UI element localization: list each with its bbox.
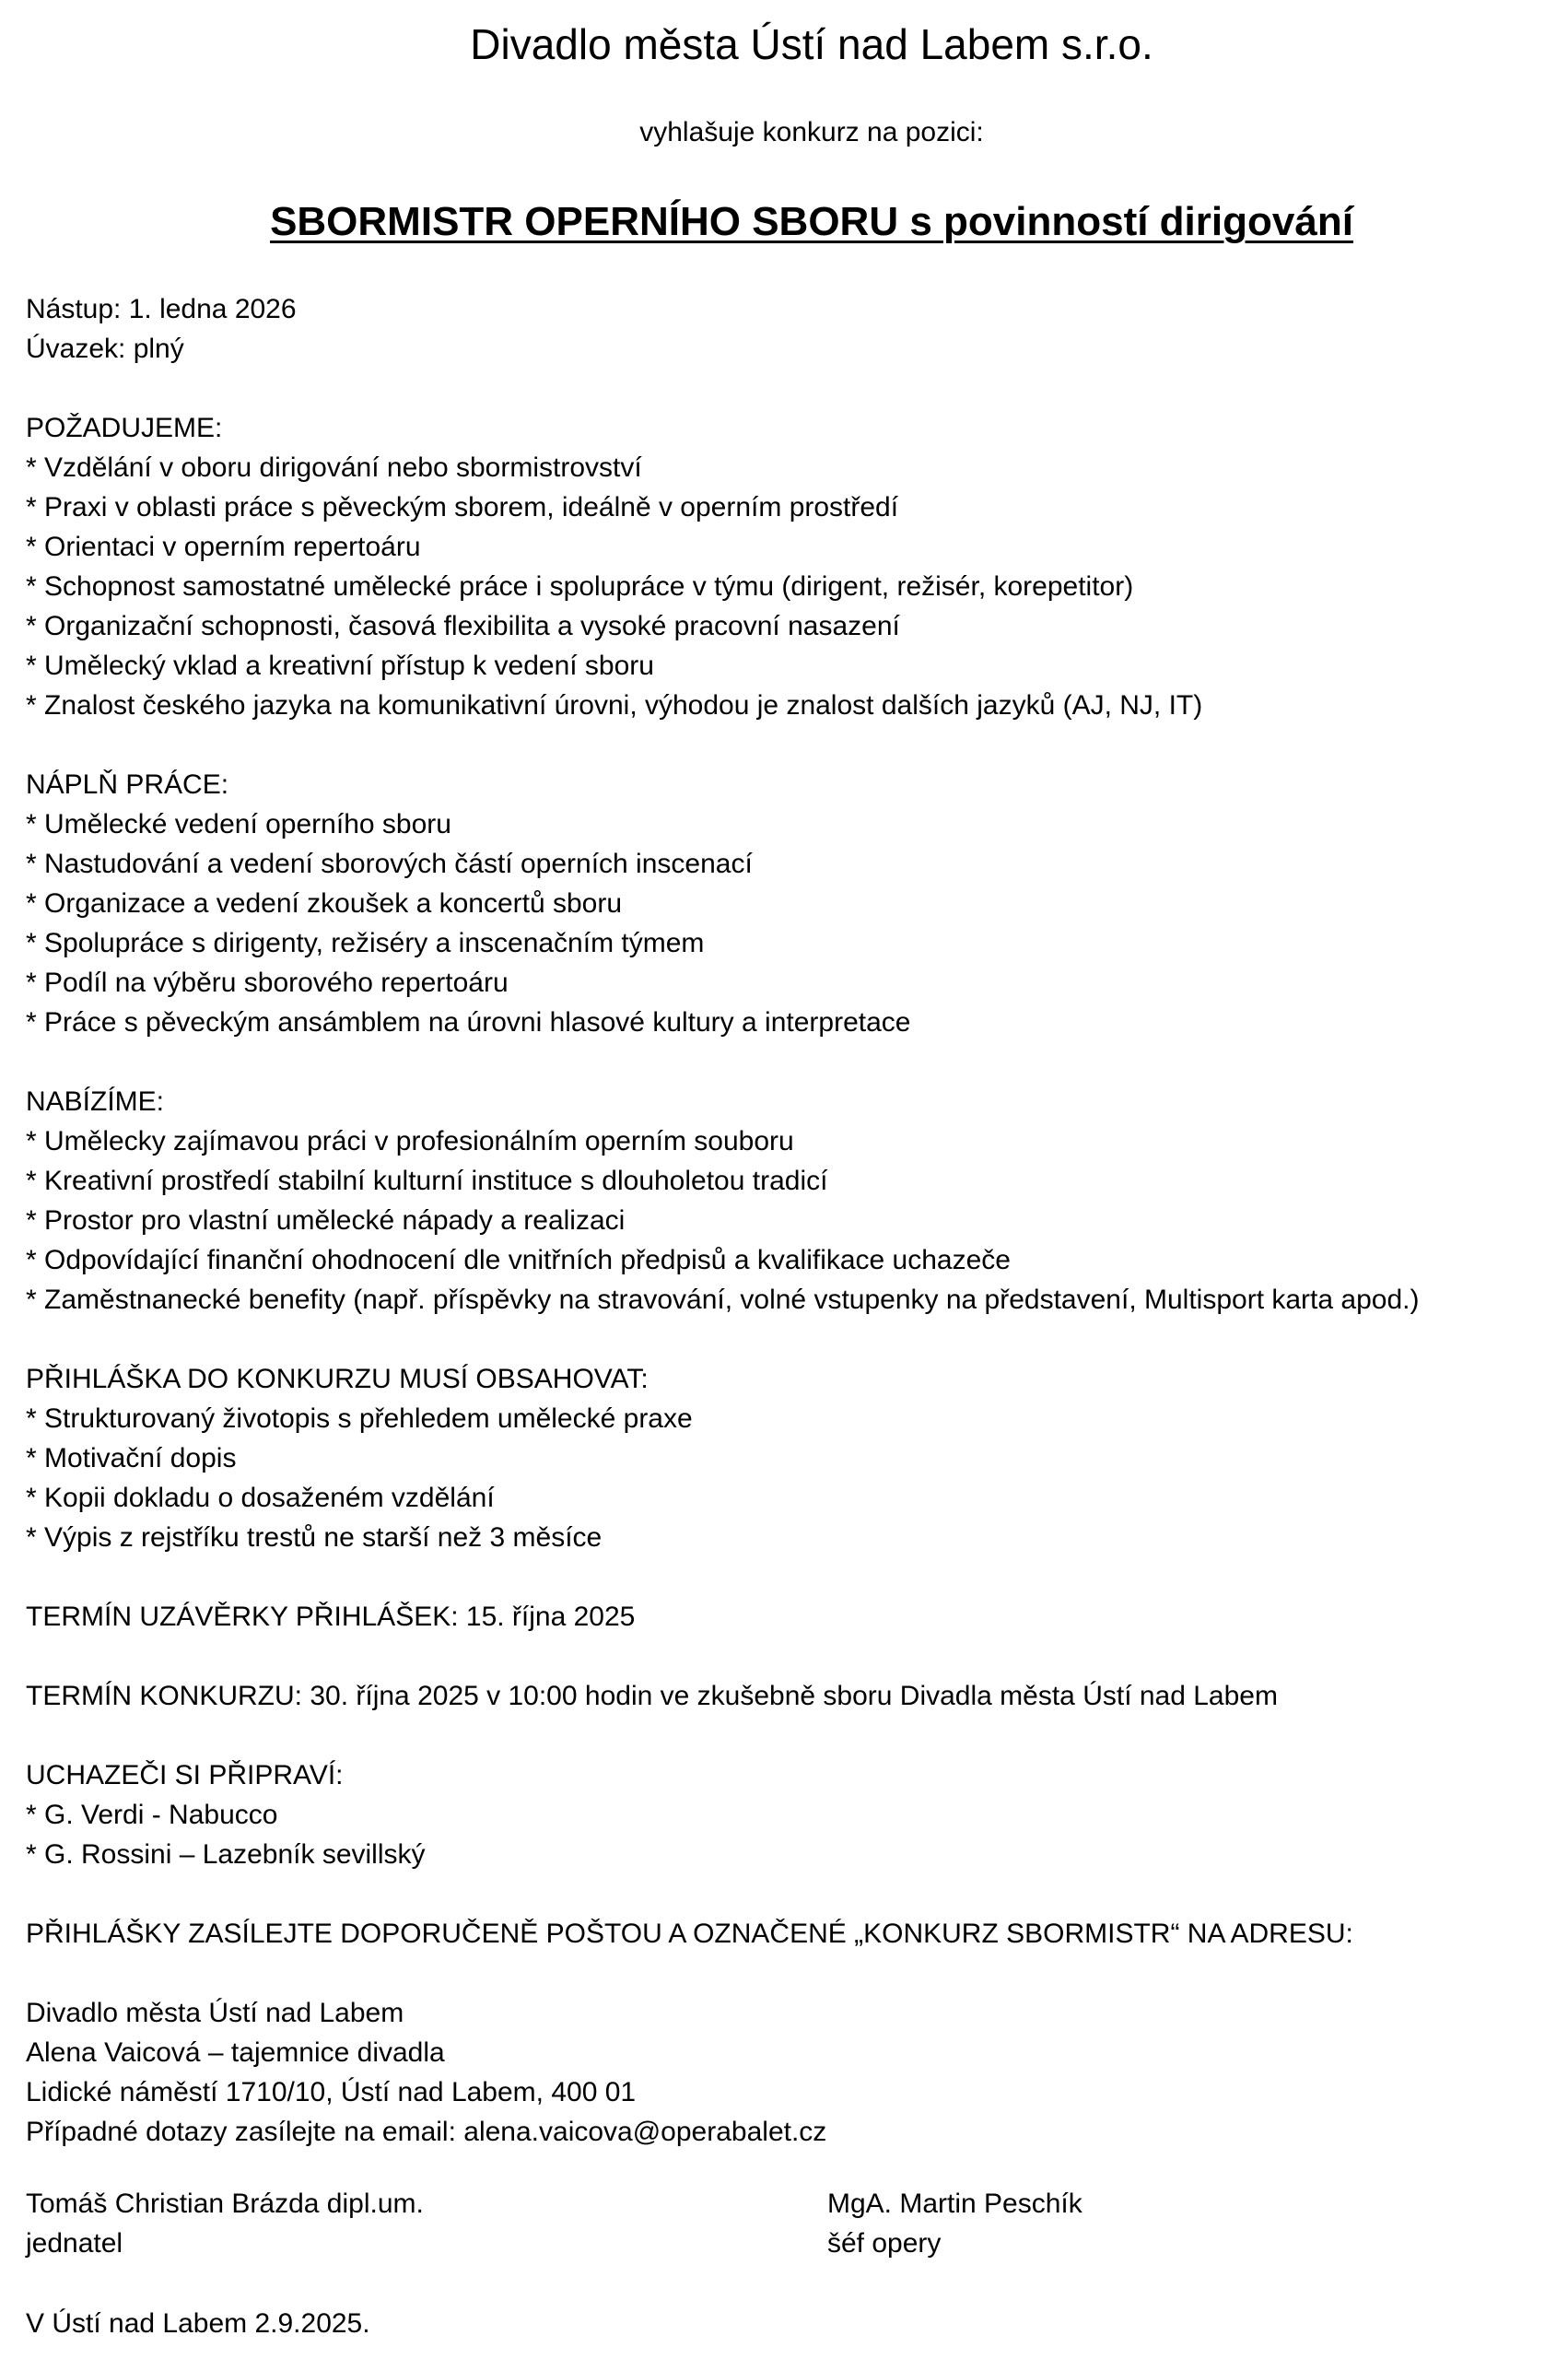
signatory-name: MgA. Martin Peschík (827, 2189, 1082, 2219)
address-block (26, 1993, 1546, 2152)
place-and-date: V Ústí nad Labem 2.9.2025. (26, 2308, 370, 2339)
spacer (26, 1954, 1546, 1993)
address-line: Alena Vaicová – tajemnice divadla (26, 2037, 445, 2068)
list-item: * Kopii dokladu o dosaženém vzdělání (26, 1483, 495, 1513)
duties-section (26, 765, 1546, 1042)
prepare-heading: UCHAZEČI SI PŘIPRAVÍ: (26, 1760, 344, 1790)
list-item: * Vzdělání v oboru dirigování nebo sbormistrovství (26, 452, 642, 483)
list-item: * Orientaci v operním repertoáru (26, 532, 421, 562)
spacer (26, 1637, 1546, 1676)
signature-left (26, 2184, 424, 2263)
offer-section (26, 1082, 1546, 1320)
audition-date: TERMÍN KONKURZU: 30. října 2025 v 10:00 hodin ve zkušebně sboru Divadla města Ústí nad Labem (26, 1681, 1278, 1711)
spacer (26, 369, 1546, 408)
list-item: * Podíl na výběru sborového repertoáru (26, 968, 509, 998)
spacer (26, 1874, 1546, 1914)
list-item: * Praxi v oblasti práce s pěveckým sborem, ideálně v operním prostředí (26, 492, 899, 522)
start-date: Nástup: 1. ledna 2026 (26, 294, 297, 324)
application-deadline: TERMÍN UZÁVĚRKY PŘIHLÁŠEK: 15. října 2025 (26, 1602, 636, 1632)
application-section (26, 1359, 1546, 1557)
list-item: * Výpis z rejstříku trestů ne starší než 3 měsíce (26, 1522, 603, 1553)
spacer (26, 725, 1546, 765)
spacer (26, 1320, 1546, 1359)
address-line: Lidické náměstí 1710/10, Ústí nad Labem, 400 01 (26, 2077, 637, 2107)
signatory-name: Tomáš Christian Brázda dipl.um. (26, 2189, 424, 2219)
list-item: * Umělecké vedení operního sboru (26, 809, 451, 839)
spacer (26, 1042, 1546, 1082)
contact-email-line: Případné dotazy zasílejte na email: alena.vaicova@operabalet.cz (26, 2117, 827, 2147)
list-item: * Umělecky zajímavou práci v profesionálním operním souboru (26, 1126, 794, 1156)
document-body (26, 289, 1546, 2152)
list-item: * Organizační schopnosti, časová flexibilita a vysoké pracovní nasazení (26, 611, 900, 641)
mailing-instruction: PŘIHLÁŠKY ZASÍLEJTE DOPORUČENĚ POŠTOU A OZNAČENÉ „KONKURZ SBORMISTR“ NA ADRESU: (26, 1919, 1353, 1949)
list-item: * Odpovídající finanční ohodnocení dle vnitřních předpisů a kvalifikace uchazeče (26, 1245, 1011, 1275)
announcement-text: vyhlašuje konkurz na pozici: (639, 117, 984, 147)
signatory-role: šéf opery (827, 2228, 942, 2259)
requirements-heading: POŽADUJEME: (26, 413, 223, 443)
list-item: * Prostor pro vlastní umělecké nápady a realizaci (26, 1205, 626, 1236)
address-line: Divadlo města Ústí nad Labem (26, 1998, 404, 2028)
prepare-section (26, 1755, 1546, 1874)
list-item: * Schopnost samostatné umělecké práce i spolupráce v týmu (dirigent, režisér, korepetitor) (26, 571, 1134, 602)
list-item: * Strukturovaný životopis s přehledem umělecké praxe (26, 1403, 693, 1434)
application-heading: PŘIHLÁŠKA DO KONKURZU MUSÍ OBSAHOVAT: (26, 1364, 649, 1394)
list-item: * Organizace a vedení zkoušek a koncertů sboru (26, 888, 623, 919)
list-item: * Umělecký vklad a kreativní přístup k vedení sboru (26, 651, 654, 681)
workload: Úvazek: plný (26, 334, 184, 364)
signatory-role: jednatel (26, 2228, 123, 2259)
duties-heading: NÁPLŇ PRÁCE: (26, 769, 229, 800)
list-item: * Spolupráce s dirigenty, režiséry a inscenačním týmem (26, 928, 705, 958)
spacer (26, 1557, 1546, 1597)
list-item: * Kreativní prostředí stabilní kulturní instituce s dlouholetou tradicí (26, 1166, 828, 1196)
requirements-section (26, 408, 1546, 725)
list-item: * Zaměstnanecké benefity (např. příspěvky na stravování, volné vstupenky na představení, Multisport karta apod.) (26, 1285, 1420, 1315)
signature-right (827, 2184, 1082, 2263)
position-title: SBORMISTR OPERNÍHO SBORU s povinností dirigování (270, 199, 1353, 244)
list-item: * G. Rossini – Lazebník sevillský (26, 1839, 426, 1870)
list-item: * Nastudování a vedení sborových částí operních inscenací (26, 849, 753, 879)
spacer (26, 1716, 1546, 1755)
list-item: * Motivační dopis (26, 1443, 237, 1473)
offer-heading: NABÍZÍME: (26, 1086, 165, 1117)
organization-title: Divadlo města Ústí nad Labem s.r.o. (470, 20, 1153, 68)
list-item: * Práce s pěveckým ansámblem na úrovni hlasové kultury a interpretace (26, 1007, 911, 1038)
list-item: * G. Verdi - Nabucco (26, 1800, 278, 1830)
list-item: * Znalost českého jazyka na komunikativní úrovni, výhodou je znalost dalších jazyků (AJ, NJ, IT) (26, 690, 1203, 721)
